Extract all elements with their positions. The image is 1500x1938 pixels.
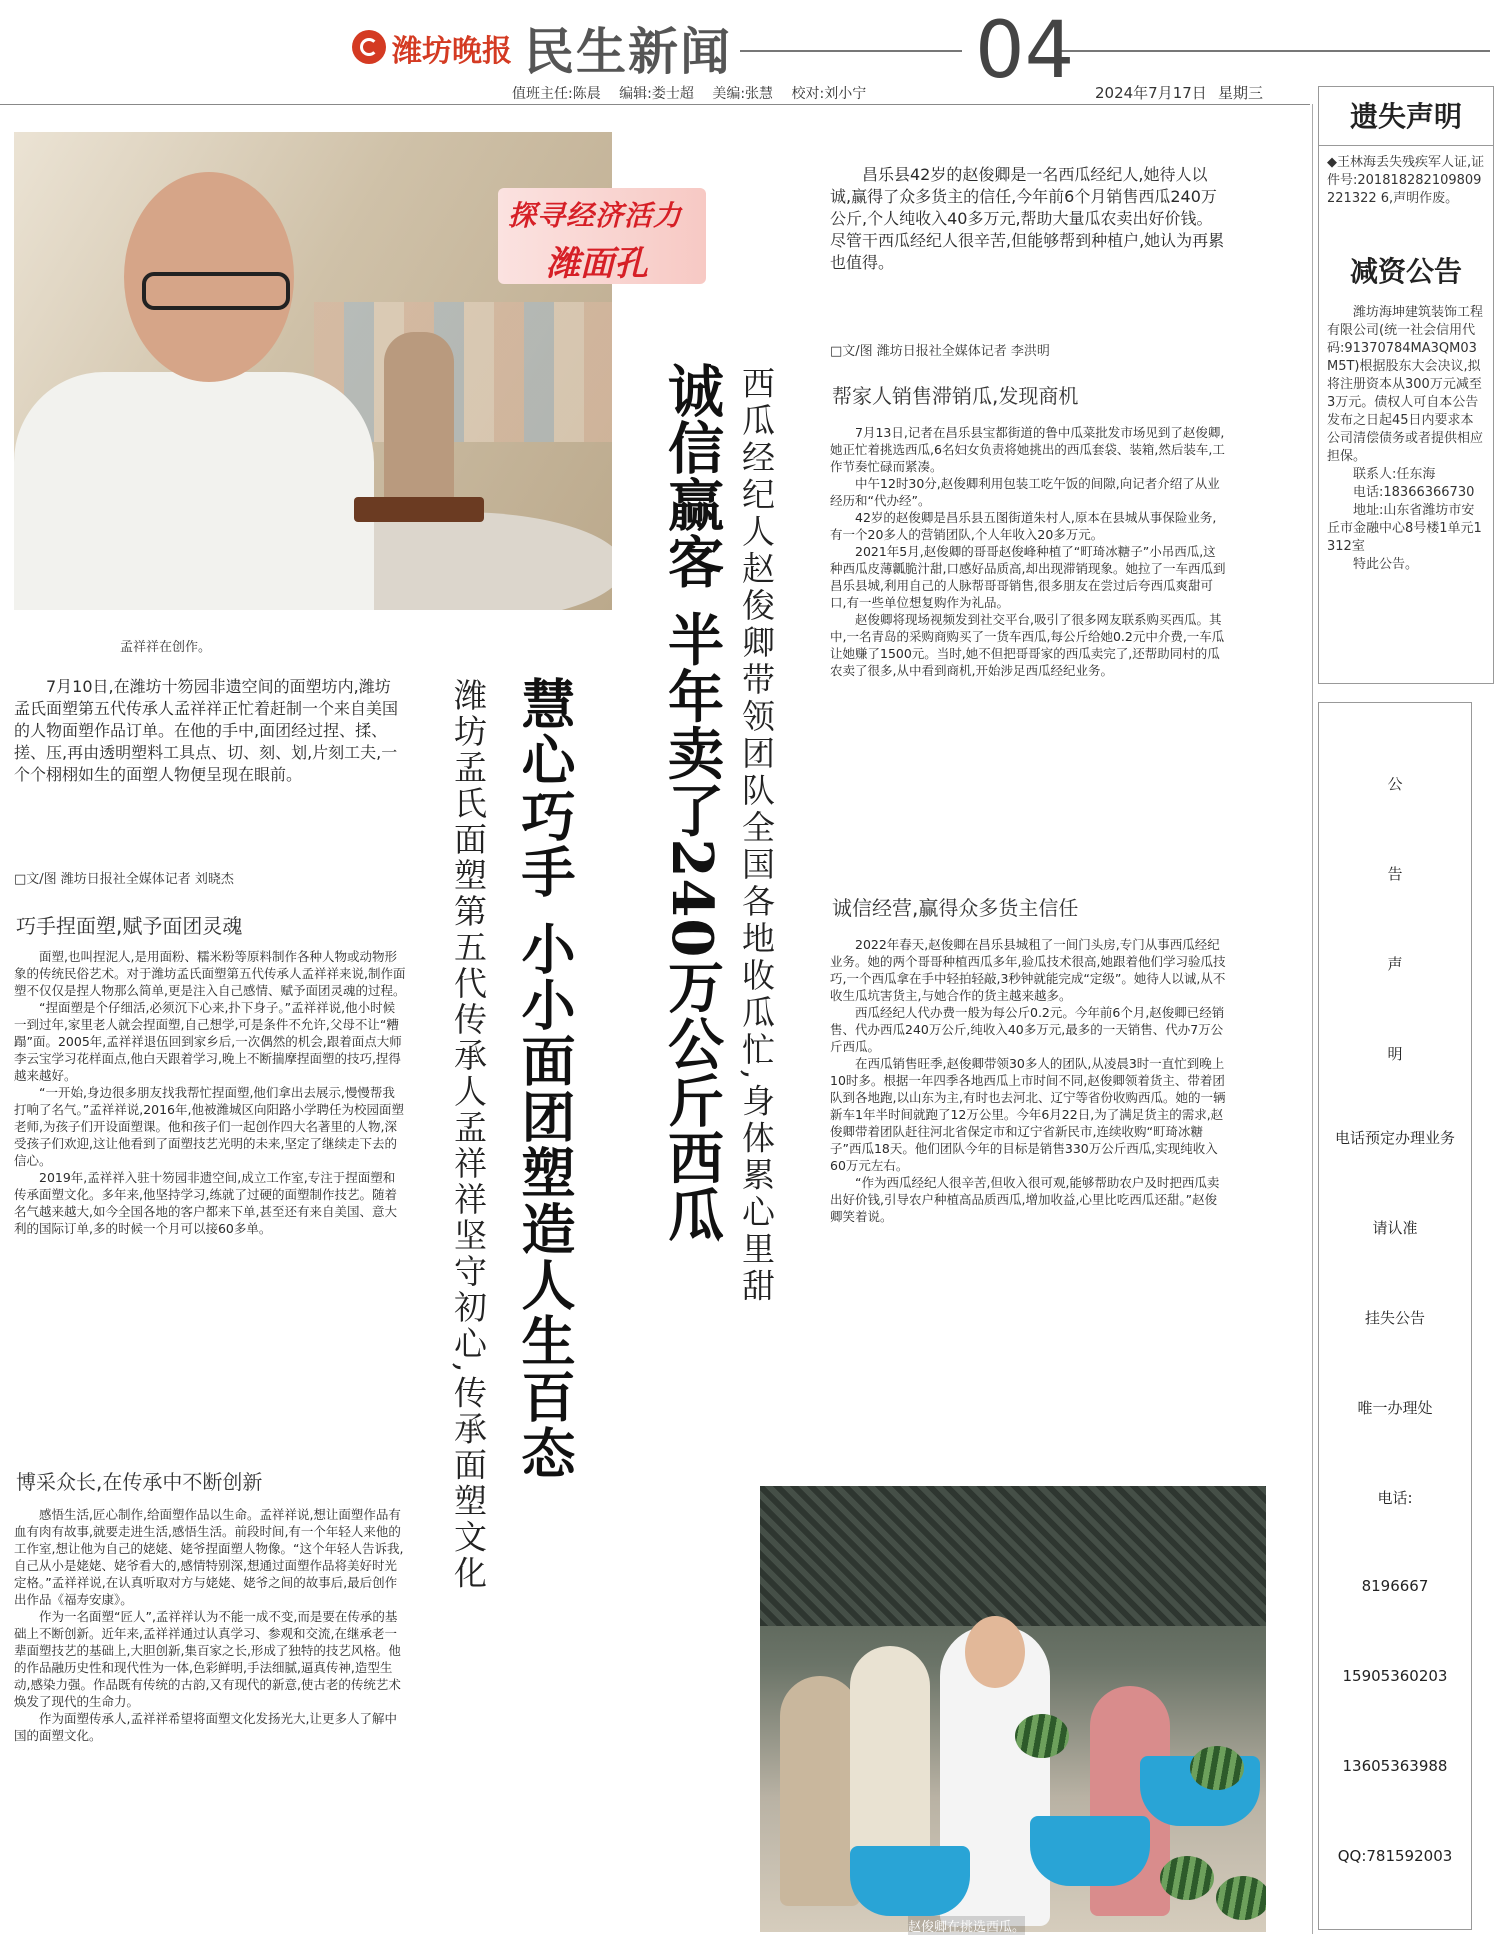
left-section1-body [14, 948, 407, 1237]
page-number: 04 [975, 6, 1075, 96]
credit-designer: 美编:张慧 [712, 86, 774, 102]
right-subheadline: 西瓜经纪人赵俊卿带领团队全国各地收瓜忙,身体累心里甜 [737, 366, 776, 1306]
paragraph: 作为面塑传承人,孟祥祥希望将面塑文化发扬光大,让更多人了解中国的面塑文化。 [14, 1711, 397, 1743]
left-lead-text: 7月10日,在潍坊十笏园非遗空间的面塑坊内,潍坊孟氏面塑第五代传承人孟祥祥正忙着赶制一个来自美国的人物面塑作品订单。在他的手中,面团经过捏、揉、搓、压,再由透明塑料工具点、切、刻、划,片刻工夫,一个个栩栩如生的面塑人物便呈现在眼前。 [14, 677, 399, 784]
lost-notice-title: 遗失声明 [1349, 100, 1462, 133]
paper-logo-icon [352, 30, 386, 64]
right-section2-title: 诚信经营,赢得众多货主信任 [832, 896, 1079, 920]
capital-closing: 特此公告。 [1353, 557, 1419, 572]
left-section2-body [14, 1506, 407, 1744]
paragraph: 西瓜经纪人代办费一般为每公斤0.2元。今年前6个月,赵俊卿已经销售、代办西瓜240万公斤,纯收入40多万元,最多的一天销售、代办7万公斤西瓜。 [830, 1005, 1225, 1054]
watermelon-photo [760, 1486, 1266, 1932]
paragraph: 2019年,孟祥祥入驻十笏园非遗空间,成立工作室,专注于捏面塑和传承面塑文化。多年来,他坚持学习,练就了过硬的面塑制作技艺。随着名气越来越大,如今全国各地的客户都来下单,甚至还有来自美国、意大利的国际订单,多的时候一个月可以接60多单。 [14, 1170, 397, 1236]
artisan-photo-caption: 孟祥祥在创作。 [120, 640, 212, 655]
editor-credits [512, 83, 880, 103]
column-banner [498, 188, 706, 284]
right-byline: □文/图 潍坊日报社全媒体记者 李洪明 [830, 344, 1050, 359]
issue-date: 2024年7月17日 [1095, 84, 1207, 102]
service-phone-label: 电话: [1377, 1489, 1413, 1507]
paragraph: 2022年春天,赵俊卿在昌乐县城租了一间门头房,专门从事西瓜经纪业务。她的两个哥哥种植西瓜多年,验瓜技术很高,她跟着他们学习验瓜技巧,一个西瓜拿在手中轻拍轻敲,3秒钟就能完成“定级”。她待人以诚,从不收生瓜坑害货主,与她合作的货主越来越多。 [830, 937, 1226, 1003]
classified-box [1318, 86, 1494, 684]
capital-contact: 联系人:任东海 [1353, 467, 1436, 482]
lost-notice-text: ◆王林海丢失残疾军人证,证件号:201818282109809221322 6,声明作废。 [1327, 155, 1485, 206]
paragraph: “作为西瓜经纪人很辛苦,但收入很可观,能够帮助农户及时把西瓜卖出好价钱,引导农户种植高品质西瓜,增加收益,心里比吃西瓜还甜。”赵俊卿笑着说。 [830, 1175, 1220, 1224]
capital-notice-body [1319, 290, 1493, 574]
capital-address: 地址:山东省潍坊市安丘市金融中心8号楼1单元1312室 [1327, 503, 1482, 554]
capital-phone: 电话:18366366730 [1353, 485, 1475, 500]
left-byline: □文/图 潍坊日报社全媒体记者 刘晓杰 [14, 872, 234, 887]
right-lead [830, 164, 1228, 274]
paragraph: 42岁的赵俊卿是昌乐县五图街道朱村人,原本在县城从事保险业务,有一个20多人的营销团队,个人年收入20多万元。 [830, 510, 1217, 542]
right-section1-body [830, 424, 1228, 679]
ads-column-rule [1312, 104, 1313, 1934]
issue-weekday: 星期三 [1218, 84, 1264, 102]
service-qq: QQ:781592003 [1337, 1847, 1453, 1865]
paragraph: 感悟生活,匠心制作,给面塑作品以生命。孟祥祥说,想让面塑作品有血有肉有故事,就要走进生活,感悟生活。前段时间,有一个年轻人来他的工作室,想让他为自己的姥姥、姥爷捏面塑人物像。“这个年轻人告诉我,自己从小是姥姥、姥爷看大的,感情特别深,想通过面塑作品将美好时光定格。”孟祥祥说,在认真听取对方与姥姥、姥爷之间的故事后,最后创作出作品《福寿安康》。 [14, 1507, 404, 1607]
right-headline: 诚信赢客 半年卖了240万公斤西瓜 [659, 362, 725, 1244]
capital-notice-text: 潍坊海坤建筑装饰工程有限公司(统一社会信用代码:91370784MA3QM03M5T)根据股东大会决议,拟将注册资本从300万元减至3万元。债权人可自本公告发布之日起45日内要求本公司清偿债务或者提供相应担保。 [1327, 305, 1484, 464]
service-phone-3: 13605363988 [1342, 1757, 1448, 1775]
credit-editor: 编辑:娄士超 [619, 86, 694, 102]
ad-divider [1319, 145, 1493, 146]
service-ad-box [1318, 702, 1472, 1930]
paragraph: 面塑,也叫捏泥人,是用面粉、糯米粉等原料制作各种人物或动物形象的传统民俗艺术。对于潍坊孟氏面塑第五代传承人孟祥祥来说,制作面塑不仅仅是捏人物那么简单,更是注入自己感情、赋予面团灵魂的过程。 [14, 949, 406, 998]
left-subheadline: 潍坊孟氏面塑第五代传承人孟祥祥坚守初心,传承面塑文化 [449, 678, 488, 1592]
left-headline: 慧心巧手 小小面团塑造人生百态 [513, 676, 577, 1481]
service-line-recognize: 请认准 [1372, 1219, 1418, 1237]
right-lead-text: 昌乐县42岁的赵俊卿是一名西瓜经纪人,她待人以诚,赢得了众多货主的信任,今年前6个月销售西瓜240万公斤,个人纯收入40多万元,帮助大量瓜农卖出好价钱。尽管干西瓜经纪人很辛苦,但能够帮到种植户,她认为再累也值得。 [830, 165, 1225, 272]
right-section2-body [830, 936, 1228, 1225]
service-char-2: 告 [1387, 865, 1403, 883]
paragraph: “捏面塑是个仔细活,必须沉下心来,扑下身子。”孟祥祥说,他小时候一到过年,家里老人就会捏面塑,自己想学,可是条件不允许,父母不让“糟蹋”面。2005年,孟祥祥退伍回到家乡后,一次偶然的机会,跟着面点大师李云宝学习花样面点,他白天跟着学习,晚上不断揣摩捏面塑的技巧,捏得越来越好。 [14, 1000, 402, 1083]
paragraph: 中午12时30分,赵俊卿利用包装工吃午饭的间隙,向记者介绍了从业经历和“代办经”。 [830, 476, 1220, 508]
right-section1-title: 帮家人销售滞销瓜,发现商机 [832, 384, 1079, 408]
credit-duty: 值班主任:陈晨 [512, 86, 601, 102]
header-divider [0, 104, 1310, 105]
section-title: 民生新闻 [524, 22, 732, 81]
paragraph: 2021年5月,赵俊卿的哥哥赵俊峰种植了“町琦冰糖子”小吊西瓜,这种西瓜皮薄瓤脆汁甜,口感好品质高,却出现滞销现象。她拉了一车西瓜到昌乐县城,利用自己的人脉帮哥哥销售,很多朋友在尝过后夸西瓜爽甜可口,有一些单位想复购作为礼品。 [830, 544, 1226, 610]
left-lead [14, 676, 406, 786]
paragraph: 7月13日,记者在昌乐县宝都街道的鲁中瓜菜批发市场见到了赵俊卿,她正忙着挑选西瓜,6名妇女负责将她挑出的西瓜套袋、装箱,然后装车,工作节奏忙碌而紧凑。 [830, 425, 1225, 474]
service-line-lost-notice: 挂失公告 [1364, 1309, 1425, 1327]
service-char-3: 声 [1387, 955, 1403, 973]
paragraph: 作为一名面塑“匠人”,孟祥祥认为不能一成不变,而是要在传承的基础上不断创新。近年来,孟祥祥通过认真学习、参观和交流,在继承老一辈面塑技艺的基础上,大胆创新,集百家之长,形成了独特的技艺风格。他的作品融历史性和现代性为一体,色彩鲜明,手法细腻,逼真传神,造型生动,感染力强。作品既有传统的古韵,又有现代的新意,使古老的传统艺术焕发了现代的生命力。 [14, 1609, 401, 1709]
paragraph: 在西瓜销售旺季,赵俊卿带领30多人的团队,从凌晨3时一直忙到晚上10时多。根据一年四季各地西瓜上市时间不同,赵俊卿领着货主、带着团队到各地跑,以山东为主,有时也去河北、辽宁等省份收购西瓜。她的一辆新车1年半时间就跑了12万公里。今年6月22日,为了满足货主的需求,赵俊卿带着团队赶往河北省保定市和辽宁省新民市,连续收购“町琦冰糖子”西瓜18天。他们团队今年的目标是销售330万公斤西瓜,实现纯收入60万元左右。 [830, 1056, 1226, 1173]
credit-proofreader: 校对:刘小宁 [791, 86, 867, 102]
watermelon-photo-caption: 赵俊卿在挑选西瓜。 [908, 1916, 1025, 1935]
banner-line2: 潍面孔 [546, 244, 648, 284]
paragraph: 赵俊卿将现场视频发到社交平台,吸引了很多网友联系购买西瓜。其中,一名青岛的采购商购买了一货车西瓜,每公斤给她0.2元中介费,一车瓜让她赚了1500元。当时,她不但把哥哥家的西瓜卖完了,还帮助同村的瓜农卖了很多,从中看到商机,开始涉足西瓜经纪业务。 [830, 612, 1225, 678]
service-line-only-office: 唯一办理处 [1357, 1399, 1433, 1417]
capital-notice-title: 减资公告 [1349, 255, 1462, 288]
left-section1-title: 巧手捏面塑,赋予面团灵魂 [16, 914, 243, 938]
service-char-1: 公 [1387, 775, 1403, 793]
paper-name: 潍坊晚报 [392, 34, 512, 69]
masthead-rule-right [1060, 50, 1490, 52]
left-section2-title: 博采众长,在传承中不断创新 [16, 1470, 263, 1494]
masthead-rule [740, 50, 962, 52]
service-phone-1: 8196667 [1361, 1577, 1429, 1595]
service-line-booking: 电话预定办理业务 [1334, 1129, 1455, 1147]
service-phone-2: 15905360203 [1342, 1667, 1448, 1685]
paragraph: “一开始,身边很多朋友找我帮忙捏面塑,他们拿出去展示,慢慢帮我打响了名气。”孟祥祥说,2016年,他被潍城区向阳路小学聘任为校园面塑老师,为孩子们开设面塑课。他和孩子们一起创作四大名著里的人物,深受孩子们欢迎,这让他看到了面塑技艺光明的未来,坚定了继续走下去的信心。 [14, 1085, 404, 1168]
service-char-4: 明 [1387, 1045, 1403, 1063]
banner-line1: 探寻经济活力 [508, 199, 683, 232]
